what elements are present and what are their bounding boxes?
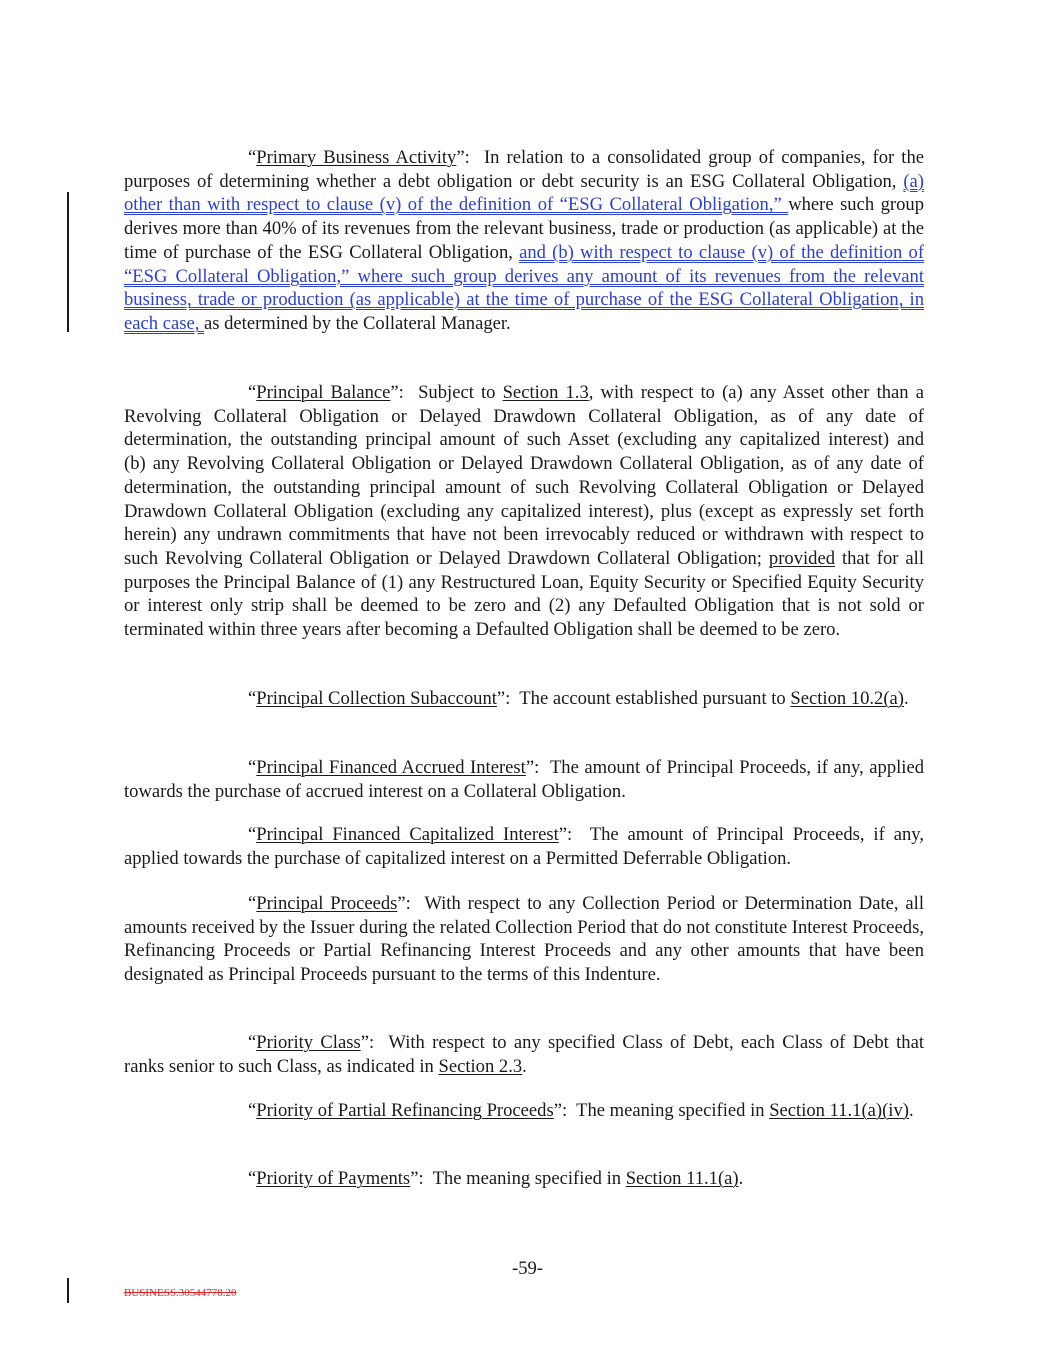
body-text: The amount of Principal Proceeds, if any, applied towards the purchase of accrued interest on a Collateral Obligation. xyxy=(124,757,924,802)
body-text: In relation to a consolidated group of companies, for the purposes of determining whether a debt obligation or debt security is an ESG Collateral Obligation, xyxy=(124,147,925,192)
defined-term: Primary Business Activity xyxy=(256,147,457,168)
body-text: where such group derives more than 40% of its revenues from the relevant business, trade or production (as applicable) at the time of purchase of the ESG Collateral Obligation, xyxy=(124,194,925,263)
definition-principal-collection-subaccount: “Principal Collection Subaccount”: The account established pursuant to Section 10.2(a). xyxy=(248,688,909,709)
cross-reference-link[interactable]: provided xyxy=(768,547,836,569)
definition-principal-proceeds: “Principal Proceeds”: With respect to any Collection Period or Determination Date, all amounts received by the Issuer during the related Collection Period that do not constitute Interest Proceeds, Refinancing Proceeds or Partial Refinancing Interest Proceeds and any other amounts that have been designated as Principal Proceeds pursuant to the terms of this Indenture. xyxy=(124,893,925,986)
defined-term: Priority Class xyxy=(256,1032,361,1053)
definition-priority-of-partial-refinancing-proceeds: “Priority of Partial Refinancing Proceeds”: The meaning specified in Section 11.1(a)(iv). xyxy=(248,1100,914,1121)
inserted-text: (a) other than with respect to clause (v) of the definition of “ESG Collateral Obligation,” xyxy=(124,170,924,216)
cross-reference-link[interactable]: Section 10.2(a) xyxy=(790,688,904,709)
body-text: The amount of Principal Proceeds, if any, applied towards the purchase of capitalized interest on a Permitted Deferrable Obligation. xyxy=(124,824,925,869)
body-text: . xyxy=(908,1100,914,1121)
definition-priority-class: “Priority Class”: With respect to any specified Class of Debt, each Class of Debt that ranks senior to such Class, as indicated in Section 2.3. xyxy=(124,1032,924,1077)
body-text: that for all purposes the Principal Balance of (1) any Restructured Loan, Equity Security or Specified Equity Security or interest only strip shall be deemed to be zero and (2) any Defaulted Obligation that is not sold or terminated within three years after becoming a Defaulted Obligation shall be deemed to be zero. xyxy=(124,547,924,641)
change-bar-footer xyxy=(67,1278,69,1303)
defined-term: Priority of Partial Refinancing Proceeds xyxy=(256,1100,554,1121)
body-text: as determined by the Collateral Manager. xyxy=(204,312,511,334)
body-text: , with respect to (a) any Asset other than a Revolving Collateral Obligation or Delayed Drawdown Collateral Obligation, as of any date of determination, the outstanding principal amount of such Asset (excluding any capitalized interest) and (b) any Revolving Collateral Obligation or Delayed Drawdown Collateral Obligation, as of any date of determination, the outstanding principal amount of such Revolving Collateral Obligation or Delayed Drawdown Collateral Obligation (excluding any capitalized interest), plus (except as expressly set forth herein) any undrawn commitments that have not been irrevocably reduced or withdrawn with respect to such Revolving Collateral Obligation or Delayed Drawdown Collateral Obligation; xyxy=(124,382,924,569)
cross-reference-link[interactable]: Section 2.3 xyxy=(438,1055,523,1077)
change-bar xyxy=(67,192,69,332)
definition-principal-financed-capitalized-interest: “Principal Financed Capitalized Interest”: The amount of Principal Proceeds, if any, applied towards the purchase of capitalized interest on a Permitted Deferrable Obligation. xyxy=(124,824,925,869)
body-text: The meaning specified in xyxy=(432,1168,626,1189)
body-text: . xyxy=(522,1055,527,1077)
defined-term: Principal Collection Subaccount xyxy=(256,688,497,709)
page-number: -59- xyxy=(512,1258,543,1279)
body-text: Subject to xyxy=(418,382,503,403)
definition-priority-of-payments: “Priority of Payments”: The meaning specified in Section 11.1(a). xyxy=(248,1168,744,1189)
cross-reference-link[interactable]: Section 1.3 xyxy=(502,382,589,403)
inserted-text: and (b) with respect to clause (v) of the definition of “ESG Collateral Obligation,” where such group derives any amount of its revenues from the relevant business, trade or production (as applicable) at the time of purchase of the ESG Collateral Obligation, in each case, xyxy=(124,241,925,334)
definition-principal-financed-accrued-interest: “Principal Financed Accrued Interest”: The amount of Principal Proceeds, if any, applied towards the purchase of accrued interest on a Collateral Obligation. xyxy=(124,757,924,802)
defined-term: Principal Financed Accrued Interest xyxy=(256,757,526,778)
body-text: The meaning specified in xyxy=(576,1100,770,1121)
body-text: The account established pursuant to xyxy=(519,688,791,709)
document-id-deleted: BUSINESS.30544778.20 xyxy=(124,1287,237,1299)
cross-reference-link[interactable]: Section 11.1(a) xyxy=(625,1168,739,1189)
body-text: With respect to any Collection Period or Determination Date, all amounts received by the Issuer during the related Collection Period that do not constitute Interest Proceeds, Refinancing Proceeds or Partial Refinancing Interest Proceeds and any other amounts that have been designated as Principal Proceeds pursuant to the terms of this Indenture. xyxy=(124,893,925,986)
defined-term: Principal Financed Capitalized Interest xyxy=(256,824,559,845)
body-text: . xyxy=(904,688,909,709)
defined-term: Principal Proceeds xyxy=(256,893,398,914)
defined-term: Priority of Payments xyxy=(256,1168,411,1189)
defined-term: Principal Balance xyxy=(256,382,391,403)
body-text: With respect to any specified Class of Debt, each Class of Debt that ranks senior to such Class, as indicated in xyxy=(124,1032,924,1077)
definition-principal-balance: “Principal Balance”: Subject to Section 1.3, with respect to (a) any Asset other than a Revolving Collateral Obligation or Delayed Drawdown Collateral Obligation, as of any date of determination, the outstanding principal amount of such Asset (excluding any capitalized interest) and (b) any Revolving Collateral Obligation or Delayed Drawdown Collateral Obligation, as of any date of determination, the outstanding principal amount of such Revolving Collateral Obligation or Delayed Drawdown Collateral Obligation (excluding any capitalized interest), plus (except as expressly set forth herein) any undrawn commitments that have not been irrevocably reduced or withdrawn with respect to such Revolving Collateral Obligation or Delayed Drawdown Collateral Obligation; provided that for all purposes the Principal Balance of (1) any Restructured Loan, Equity Security or Specified Equity Security or interest only strip shall be deemed to be zero and (2) any Defaulted Obligation that is not sold or terminated within three years after becoming a Defaulted Obligation shall be deemed to be zero. xyxy=(124,382,924,641)
definition-primary-business-activity: “Primary Business Activity”: In relation to a consolidated group of companies, for the purposes of determining whether a debt obligation or debt security is an ESG Collateral Obligation, (a) other than with respect to clause (v) of the definition of “ESG Collateral Obligation,” where such group derives more than 40% of its revenues from the relevant business, trade or production (as applicable) at the time of purchase of the ESG Collateral Obligation, and (b) with respect to clause (v) of the definition of “ESG Collateral Obligation,” where such group derives any amount of its revenues from the relevant business, trade or production (as applicable) at the time of purchase of the ESG Collateral Obligation, in each case, as determined by the Collateral Manager. xyxy=(124,147,925,334)
cross-reference-link[interactable]: Section 11.1(a)(iv) xyxy=(769,1100,909,1121)
body-text: . xyxy=(738,1168,744,1189)
